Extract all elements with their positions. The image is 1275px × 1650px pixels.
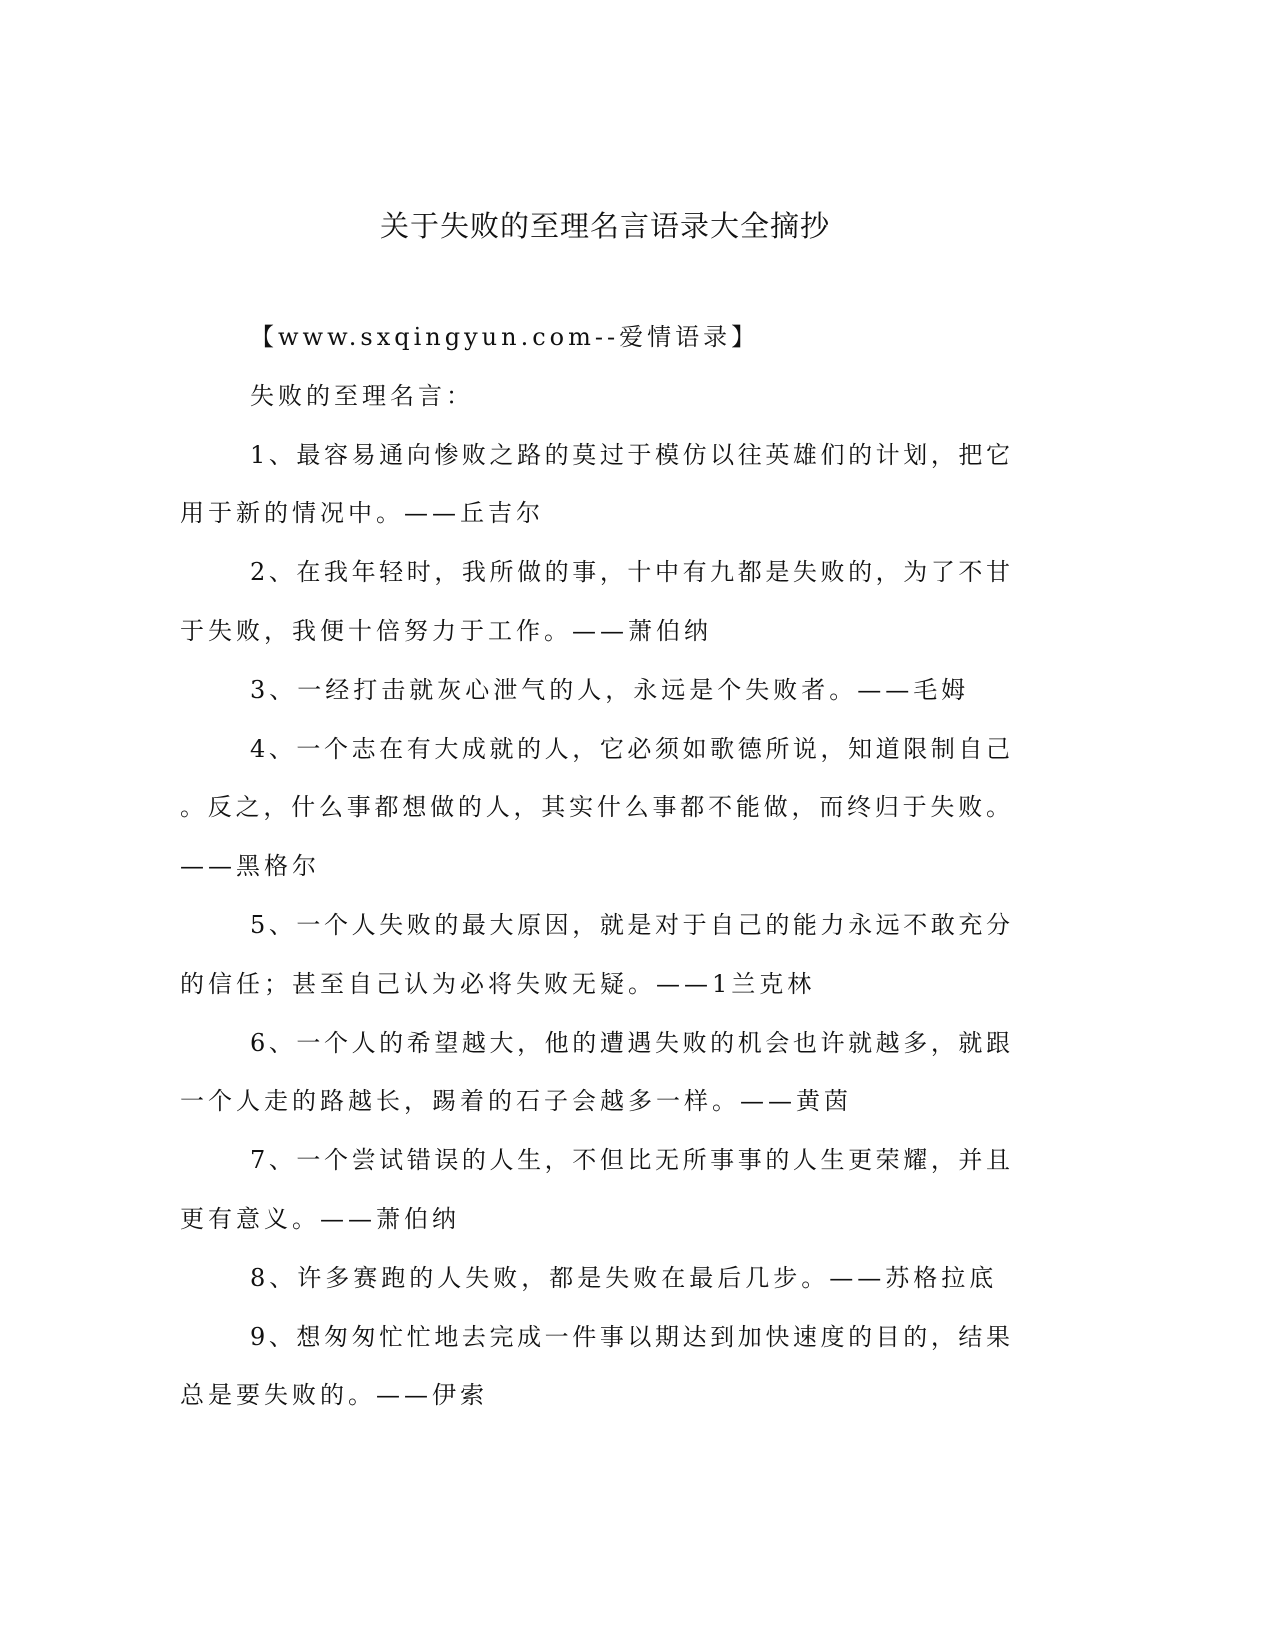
quote-line: 更有意义。——萧伯纳 bbox=[180, 1205, 460, 1233]
quote-line: 8、许多赛跑的人失败，都是失败在最后几步。——苏格拉底 bbox=[250, 1263, 998, 1292]
quote-line: 6、一个人的希望越大，他的遭遇失败的机会也许就越多，就跟 bbox=[250, 1028, 1010, 1057]
quote-line: 9、想匆匆忙忙地去完成一件事以期达到加快速度的目的，结果 bbox=[250, 1322, 1010, 1351]
quote-line: 4、一个志在有大成就的人，它必须如歌德所说，知道限制自己 bbox=[250, 734, 1010, 763]
quote-line: 的信任；甚至自己认为必将失败无疑。——1兰克林 bbox=[180, 969, 816, 998]
quote-line: 。反之，什么事都想做的人，其实什么事都不能做，而终归于失败。 bbox=[180, 793, 1010, 822]
quote-line: 于失败，我便十倍努力于工作。——萧伯纳 bbox=[180, 617, 712, 645]
quote-line: 用于新的情况中。——丘吉尔 bbox=[180, 499, 544, 528]
quote-line: 一个人走的路越长，踢着的石子会越多一样。——黄茵 bbox=[180, 1087, 852, 1116]
quote-line: 2、在我年轻时，我所做的事，十中有九都是失败的，为了不甘 bbox=[250, 558, 1010, 587]
section-heading: 失败的至理名言： bbox=[250, 381, 474, 410]
quote-line: 5、一个人失败的最大原因，就是对于自己的能力永远不敢充分 bbox=[250, 911, 1010, 939]
quote-line: 1、最容易通向惨败之路的莫过于模仿以往英雄们的计划，把它 bbox=[250, 440, 1010, 469]
quote-line: 总是要失败的。——伊索 bbox=[180, 1381, 488, 1410]
quote-line: 3、一经打击就灰心泄气的人，永远是个失败者。——毛姆 bbox=[250, 675, 970, 704]
quote-line: 7、一个尝试错误的人生，不但比无所事事的人生更荣耀，并且 bbox=[250, 1146, 1010, 1175]
quote-line: ——黑格尔 bbox=[180, 852, 320, 881]
source-line: 【www.sxqingyun.com--爱情语录】 bbox=[250, 323, 760, 351]
document-title: 关于失败的至理名言语录大全摘抄 bbox=[379, 209, 830, 243]
